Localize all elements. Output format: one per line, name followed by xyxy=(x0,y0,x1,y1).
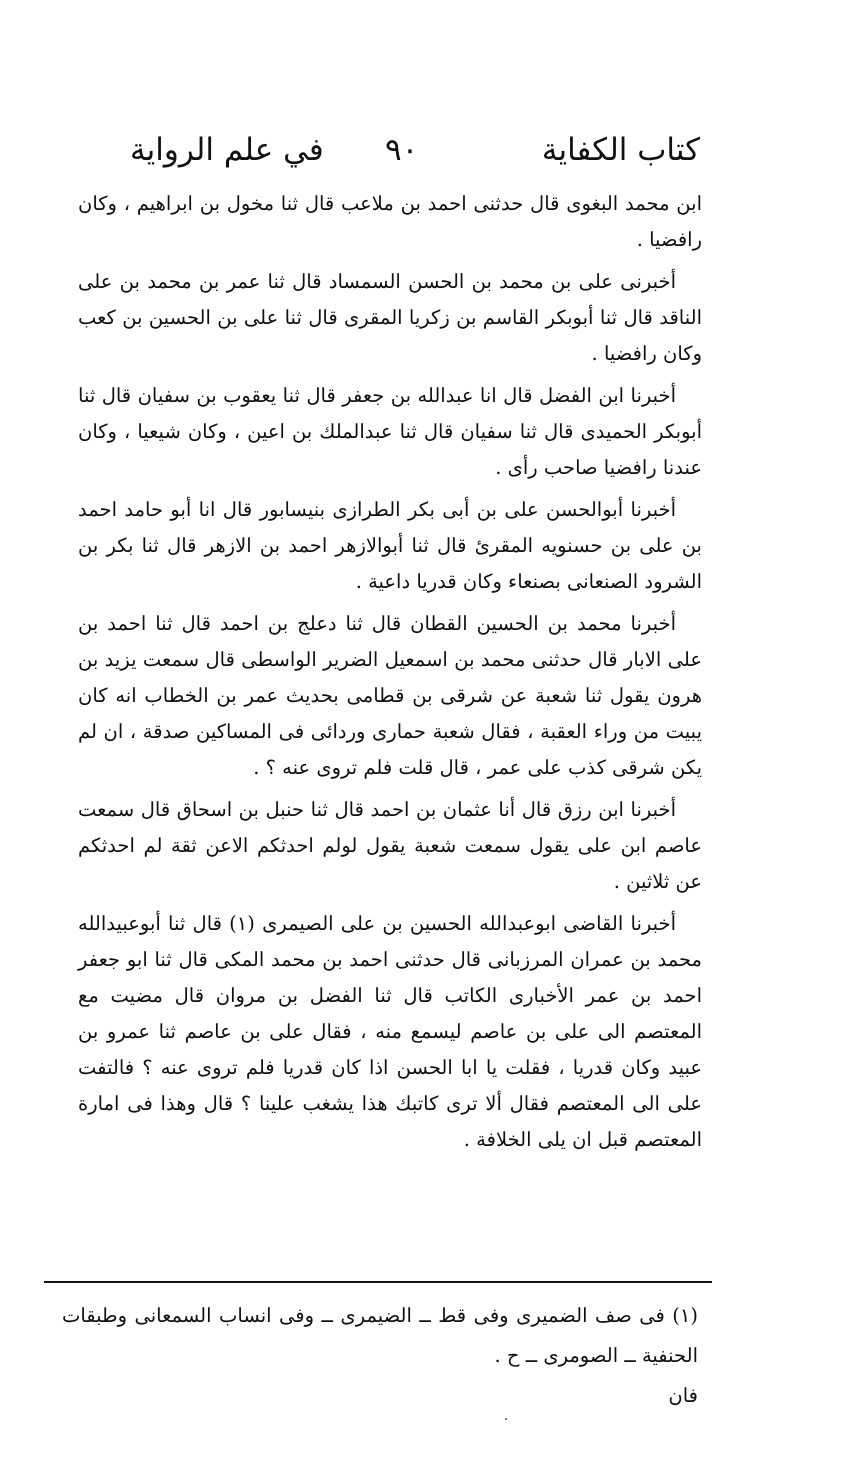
paragraph: أخبرنا محمد بن الحسين القطان قال ثنا دعلج بن احمد قال ثنا احمد بن على الابار قال حدثنى محمد بن اسمعيل الضرير الواسطى قال سمعت يزيد بن هرون يقول ثنا شعبة عن شرقى بن قطامى بحديث عمر بن الخطاب انه كان يبيت من وراء العقبة ، فقال شعبة حمارى وردائى فى المساكين صدقة ، ان لم يكن شرقى كذب على عمر ، قال قلت فلم تروى عنه ؟ . xyxy=(78,612,702,779)
section-title: في علم الرواية xyxy=(130,132,324,168)
paragraph: أخبرنى على بن محمد بن الحسن السمساد قال ثنا عمر بن محمد بن على الناقد قال ثنا أبوبكر القاسم بن زكريا المقرى قال ثنا على بن الحسين بن كعب وكان رافضيا . xyxy=(78,270,702,365)
scan-speck xyxy=(505,1418,507,1420)
paragraph: أخبرنا ابن رزق قال أنا عثمان بن احمد قال ثنا حنبل بن اسحاق قال سمعت عاصم ابن على يقول سمعت شعبة يقول لولم احدثكم الاعن ثقة لم احدثكم عن ثلاثين . xyxy=(78,798,702,893)
book-title: كتاب الكفاية xyxy=(541,132,700,168)
footnote-divider xyxy=(44,1281,712,1283)
footnote-text: (١) فى صف الضميرى وفى قط ــ الضيمرى ــ وفى انساب السمعانى وطبقات الحنفية ــ الصومرى ــ ح . xyxy=(62,1304,698,1367)
footnote xyxy=(62,1296,698,1416)
page-number: ٩٠ xyxy=(385,132,419,168)
paragraph: أخبرنا ابن الفضل قال انا عبدالله بن جعفر قال ثنا يعقوب بن سفيان قال ثنا أبوبكر الحميدى قال ثنا سفيان قال ثنا عبدالملك بن اعين ، وكان شيعيا ، وكان عندنا رافضيا صاحب رأى . xyxy=(78,384,702,479)
running-header xyxy=(130,128,700,178)
paragraph: أخبرنا أبوالحسن على بن أبى بكر الطرازى بنيسابور قال انا أبو حامد احمد بن على بن حسنويه المقرئ قال ثنا أبوالازهر احمد بن الازهر قال ثنا بكر بن الشرود الصنعانى بصنعاء وكان قدريا داعية . xyxy=(78,498,702,593)
main-text xyxy=(78,186,702,1164)
paragraph: أخبرنا القاضى ابوعبدالله الحسين بن على الصيمرى (١) قال ثنا أبوعبيدالله محمد بن عمران المرزبانى قال حدثنى احمد بن محمد المكى قال ثنا ابو جعفر احمد بن عمر الأخبارى الكاتب قال ثنا الفضل بن مروان قال مضيت مع المعتصم الى على بن عاصم ليسمع منه ، فقال على بن عاصم ثنا عمرو بن عبيد وكان قدريا ، فقلت يا ابا الحسن اذا كان قدريا فلم تروى عنه ؟ فالتفت على الى المعتصم فقال ألا ترى كاتبك هذا يشغب علينا ؟ قال وهذا فى امارة المعتصم قبل ان يلى الخلافة . xyxy=(78,912,702,1151)
paragraph: ابن محمد البغوى قال حدثنى احمد بن ملاعب قال ثنا مخول بن ابراهيم ، وكان رافضيا . xyxy=(78,192,702,251)
footnote-side-note: فان xyxy=(668,1384,698,1407)
